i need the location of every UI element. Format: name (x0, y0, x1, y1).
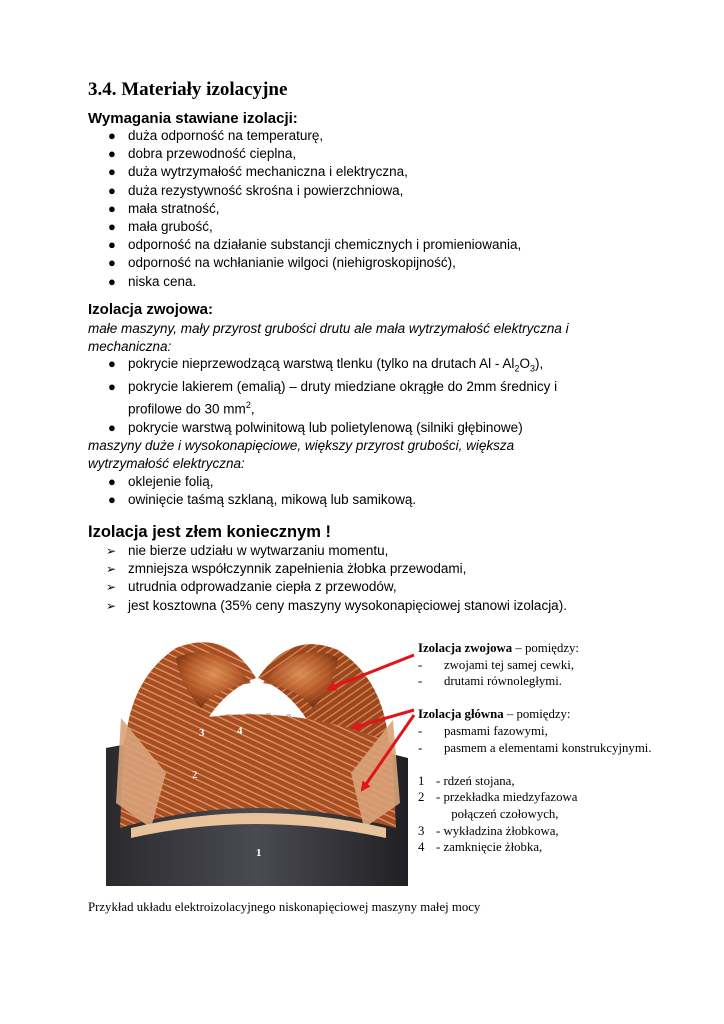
photo-label-1: 1 (256, 847, 262, 859)
winding-heading: Izolacja zwojowa: (88, 301, 214, 318)
photo-label-3: 3 (199, 727, 205, 739)
small-machines-list (88, 355, 557, 437)
list-item: ● duża wytrzymałość mechaniczna i elektryczna, (108, 164, 408, 180)
legend-numbered-item: połączeń czołowych, (448, 806, 559, 821)
photo-label-2: 2 (192, 769, 198, 781)
legend-numbered-item: 3 - wykładzina żłobkowa, (418, 823, 559, 838)
stator-photo (106, 628, 408, 886)
list-item: ● duża rezystywność skrośna i powierzchniowa, (108, 182, 404, 198)
necessary-evil-list (88, 542, 567, 615)
list-item: ➢ jest kosztowna (35% ceny maszyny wysokonapięciowej stanowi izolacja). (106, 597, 567, 613)
large-machines-note: maszyny duże i wysokonapięciowe, większy przyrost grubości, większa wytrzymałość elektryczna: (88, 438, 515, 471)
list-item: ● odporność na działanie substancji chemicznych i promieniowania, (108, 237, 522, 253)
list-item: ● pokrycie nieprzewodzącą warstwą tlenku (tylko na drutach Al - $Al_2O_3$), (108, 356, 544, 374)
list-item: ➢ nie bierze udziału w wytwarzaniu momentu, (106, 543, 389, 558)
list-item: ➢ zmniejsza współczynnik zapełnienia żłobka przewodami, (106, 561, 467, 577)
legend-winding-title: Izolacja zwojowa – pomiędzy: (418, 641, 579, 655)
necessary-evil-heading: Izolacja jest złem koniecznym ! (88, 523, 332, 541)
list-item: ● pokrycie warstwą polwinitową lub polietylenową (silniki głębinowe) (108, 419, 523, 435)
large-machines-list (88, 473, 416, 509)
list-item: ● pokrycie lakierem (emalią) – druty miedziane okrągłe do 2mm średnicy i profilowe do 30 $mm^2$, (108, 378, 558, 417)
photo-label-4: 4 (237, 725, 243, 737)
figure-legend (418, 640, 652, 856)
list-item: ● owinięcie taśmą szklaną, mikową lub samikową. (108, 492, 417, 508)
legend-numbered-item: 4 - zamknięcie żłobka, (418, 840, 543, 855)
list-item: ● mała grubość, (108, 219, 213, 235)
legend-main-title: Izolacja główna – pomiędzy: (418, 707, 571, 722)
legend-numbered-item: 1 - rdzeń stojana, (418, 773, 515, 788)
requirements-heading: Wymagania stawiane izolacji: (88, 110, 298, 127)
legend-item: - drutami równoległymi. (418, 674, 562, 689)
list-item: ● duża odporność na temperaturę, (108, 128, 324, 143)
small-machines-note: małe maszyny, mały przyrost grubości drutu ale mała wytrzymałość elektryczna i mechaniczna: (88, 321, 569, 354)
list-item: ● dobra przewodność cieplna, (108, 146, 297, 162)
list-item: ➢ utrudnia odprowadzanie ciepła z przewodów, (106, 579, 397, 595)
legend-item: - pasmami fazowymi, (418, 723, 548, 738)
legend-item: - zwojami tej samej cewki, (418, 657, 575, 672)
list-item: ● oklejenie folią, (108, 474, 214, 489)
list-item: ● odporność na wchłanianie wilgoci (niehigroskopijność), (108, 255, 456, 271)
legend-item: - pasmem a elementami konstrukcyjnymi. (418, 740, 652, 755)
list-item: ● mała stratność, (108, 200, 220, 216)
legend-numbered-item: 2 - przekładka miedzyfazowa (418, 790, 578, 805)
section-title: 3.4. Materiały izolacyjne (88, 79, 288, 100)
requirements-list (88, 127, 521, 291)
figure-caption: Przykład układu elektroizolacyjnego niskonapięciowej maszyny małej mocy (88, 900, 481, 914)
list-item: ● niska cena. (108, 273, 197, 289)
